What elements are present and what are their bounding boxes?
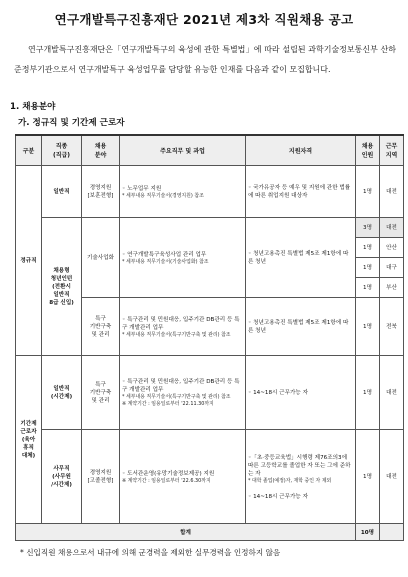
intro-text: 연구개발특구진흥재단은「연구개발특구의 육성에 관한 특별법」에 따라 설립된 과학기술정보통신부 산하 준정부기관으로서 연구개발특구 육성업무를 담당할 유능한 인재를 다음과 같이 모집합니다.: [14, 45, 396, 74]
job-type-cell: 사무직 (사무원 /시간제): [42, 429, 82, 523]
footnote: * 신입직원 채용으로서 내규에 의해 군경력을 제외한 실무경력을 인정하지 않음: [20, 548, 281, 557]
header-location: 근무 지역: [380, 135, 404, 165]
duty-contract-term: ※ 계약기간 : 임용일로부터 '22.6.30까지: [122, 477, 211, 484]
category-contract: 기간제 근로자 (육아 휴직 대체): [16, 355, 42, 523]
location-cell: 대전: [380, 217, 404, 237]
duty-note: * 세부내용 직무기술서(기술사업화) 참조: [122, 258, 209, 265]
qualification-note: * 대학 졸업(예정)자, 재학 중인 자 제외: [248, 477, 332, 484]
duty-text: ◦ 특구관리 및 민원대응, 입주기관 DB관리 등 특구 개발관리 업무: [122, 316, 240, 331]
job-type-cell: 일반직 (시간제): [42, 355, 82, 429]
count-cell: 1명: [356, 297, 380, 355]
field-cell: 특구 기반구축 및 관리: [82, 355, 120, 429]
table-row: [16, 165, 404, 217]
duty-contract-term: ※ 계약기간 : 임용일로부터 '22.11.30까지: [122, 401, 214, 407]
qualification-cell: ◦ 14~18시 근무가능 자: [246, 355, 356, 429]
qualification-cell: ◦ 청년고용촉진 특별법 제5조 제1항에 따른 청년: [246, 297, 356, 355]
duty-cell: [120, 297, 246, 355]
location-cell: 안산: [380, 237, 404, 257]
duty-cell: [120, 429, 246, 523]
duty-cell: [120, 217, 246, 297]
count-cell: 1명: [356, 277, 380, 297]
duty-note: * 세부내용 직무기술서(경영지원) 참조: [122, 192, 204, 199]
announcement-title: 연구개발특구진흥재단 2021년 제3차 직원채용 공고: [54, 12, 354, 27]
count-cell: 1명: [356, 237, 380, 257]
qualification-hours: ◦ 14~18시 근무가능 자: [248, 493, 308, 500]
header-count: 채용 인원: [356, 135, 380, 165]
category-regular: 정규직: [16, 165, 42, 355]
location-cell: 대전: [380, 355, 404, 429]
count-cell: 1명: [356, 257, 380, 277]
qualification-cell: ◦ 국가유공자 등 예우 및 지원에 관한 법률에 따른 취업지원 대상자: [246, 165, 356, 217]
total-location-empty: [380, 523, 404, 540]
count-cell: 1명: [356, 429, 380, 523]
total-count: 10명: [356, 523, 380, 540]
field-cell: 특구 기반구축 및 관리: [82, 297, 120, 355]
job-type-cell: 일반직: [42, 165, 82, 217]
location-cell: 대전: [380, 429, 404, 523]
count-cell: 1명: [356, 355, 380, 429]
table-row: [16, 355, 404, 429]
location-cell: 전북: [380, 297, 404, 355]
qualification-text: ◦「초·중등교육법」시행령 제76조의3에 따른 고등학교를 졸업한 자 또는 그에 준하는 자: [248, 454, 351, 477]
duty-note: * 세부내용 직무기술서(특구기반구축 및 관리) 참조: [122, 394, 231, 400]
duty-text: ◦ 연구개발특구육성사업 관리 업무: [122, 251, 207, 258]
subsection-heading-regular-contract: 가. 정규직 및 기간제 근로자: [18, 118, 125, 128]
table-total-row: [16, 523, 404, 540]
count-cell: 1명: [356, 165, 380, 217]
header-category: 구분: [16, 135, 42, 165]
header-job-type: 직종 (직급): [42, 135, 82, 165]
table-header-row: [16, 135, 404, 165]
table-row: [16, 217, 404, 237]
intro-paragraph: [14, 40, 396, 80]
total-label: 합계: [16, 523, 356, 540]
location-cell: 부산: [380, 277, 404, 297]
location-cell: 대구: [380, 257, 404, 277]
duty-text: ◦ 노무업무 지원: [122, 185, 162, 192]
recruitment-table: [15, 134, 404, 541]
location-cell: 대전: [380, 165, 404, 217]
field-cell: 경영지원 [보훈전형]: [82, 165, 120, 217]
duty-cell: [120, 165, 246, 217]
table-row: [16, 429, 404, 523]
count-cell: 3명: [356, 217, 380, 237]
job-type-cell: 채용형 청년인턴 (전환시 일반직 8급 신입): [42, 217, 82, 355]
qualification-cell: ◦ 청년고용촉진 특별법 제5조 제1항에 따른 청년: [246, 217, 356, 297]
header-field: 채용 분야: [82, 135, 120, 165]
field-cell: 기술사업화: [82, 217, 120, 297]
duty-text: ◦ 특구관리 및 민원대응, 입주기관 DB관리 등 특구 개발관리 업무: [122, 379, 240, 393]
qualification-cell: [246, 429, 356, 523]
header-duties: 주요직무 및 과업: [120, 135, 246, 165]
duty-note: * 세부내용 직무기술서(특구기반구축 및 관리) 참조: [122, 331, 231, 338]
section-heading-recruitment-field: 1. 채용분야: [10, 102, 56, 112]
header-qualification: 지원자격: [246, 135, 356, 165]
duty-text: ◦ 도서관운영(유망기술정보제공) 지원: [122, 470, 215, 477]
field-cell: 경영지원 [고졸전형]: [82, 429, 120, 523]
duty-cell: [120, 355, 246, 429]
